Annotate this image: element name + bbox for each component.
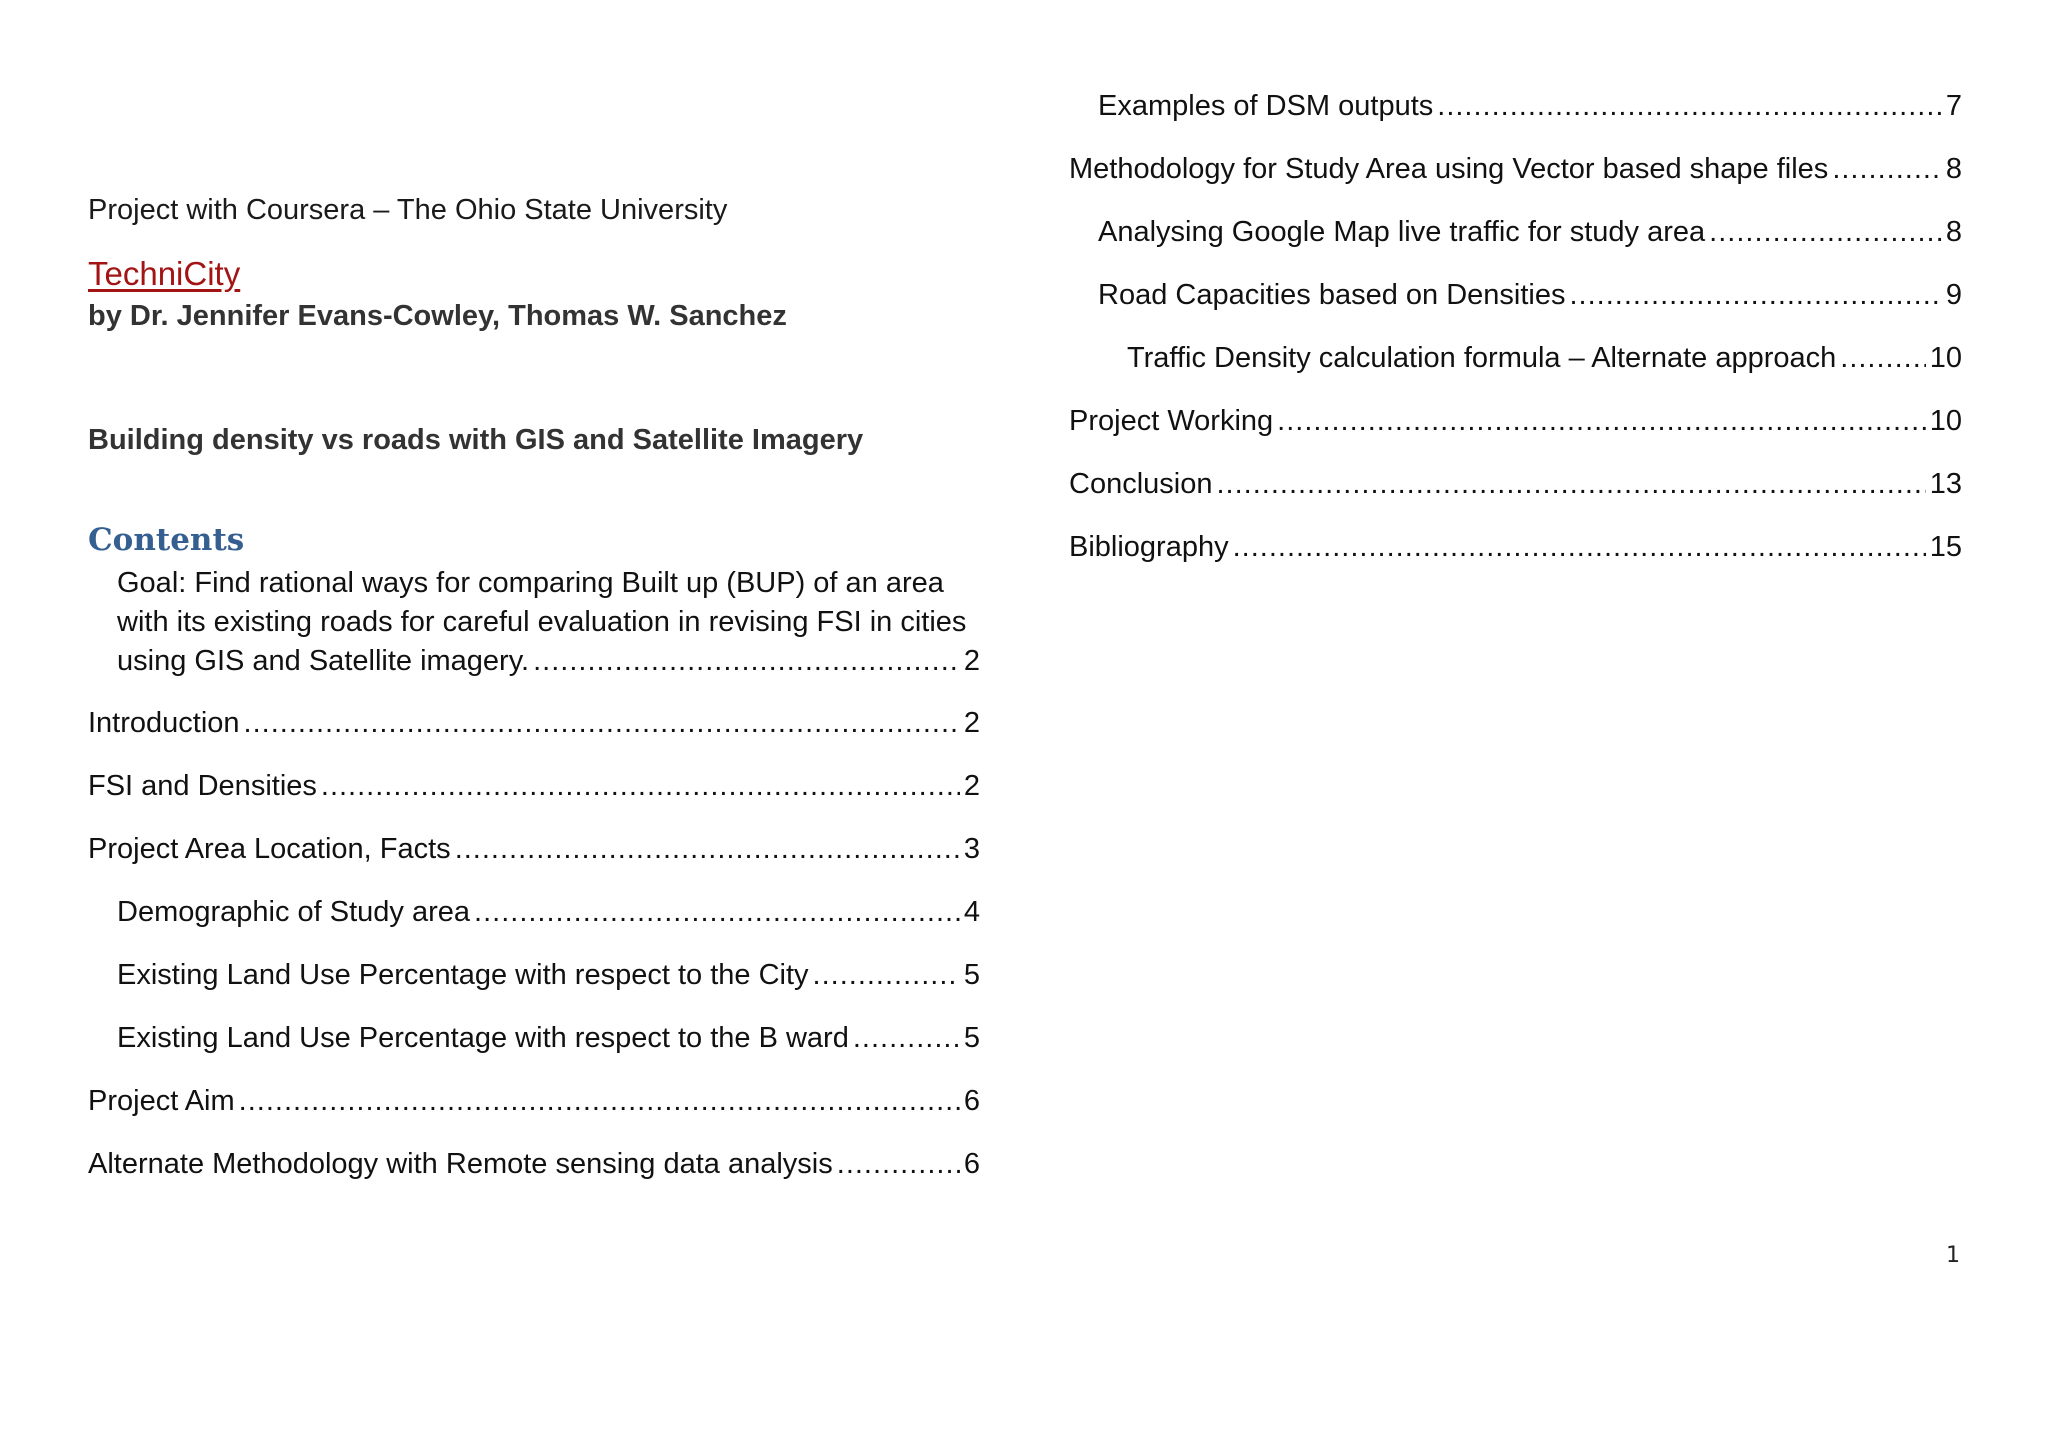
toc-entry-page: 10 xyxy=(1929,405,1962,437)
course-title-link[interactable]: TechniCity xyxy=(88,255,241,292)
toc-dot-leader xyxy=(533,643,960,679)
contents-heading: Contents xyxy=(88,522,245,558)
toc-entry-traffic-density-formula[interactable] xyxy=(1127,340,1962,376)
toc-dot-leader xyxy=(1233,529,1926,565)
toc-entry-label: Bibliography xyxy=(1069,531,1229,563)
project-affiliation-line: Project with Coursera – The Ohio State University xyxy=(88,194,728,226)
toc-entry-page: 2 xyxy=(963,707,980,739)
toc-goal-line-1[interactable]: Goal: Find rational ways for comparing Built up (BUP) of an area xyxy=(117,567,944,599)
document-title: Building density vs roads with GIS and Satellite Imagery xyxy=(88,424,864,456)
toc-entry-page: 10 xyxy=(1929,342,1962,374)
toc-dot-leader xyxy=(474,894,960,930)
toc-dot-leader xyxy=(1437,88,1942,124)
toc-goal-line-2[interactable]: with its existing roads for careful evaluation in revising FSI in cities xyxy=(117,606,967,638)
toc-entry-label: Existing Land Use Percentage with respect to the B ward xyxy=(117,1022,849,1054)
toc-entry-page: 6 xyxy=(963,1148,980,1180)
toc-entry-dsm-outputs[interactable] xyxy=(1098,88,1962,124)
toc-entry-project-working[interactable] xyxy=(1069,403,1962,439)
toc-entry-page: 8 xyxy=(1945,216,1962,248)
page-number: 1 xyxy=(1946,1243,1960,1268)
toc-entry-project-aim[interactable] xyxy=(88,1083,980,1119)
toc-entry-page: 2 xyxy=(963,645,980,677)
toc-entry-page: 15 xyxy=(1929,531,1962,563)
toc-entry-demographic[interactable] xyxy=(117,894,980,930)
toc-entry-page: 4 xyxy=(963,896,980,928)
toc-dot-leader xyxy=(455,831,960,867)
toc-entry-fsi-densities[interactable] xyxy=(88,768,980,804)
toc-entry-page: 9 xyxy=(1945,279,1962,311)
toc-entry-page: 3 xyxy=(963,833,980,865)
toc-entry-project-area[interactable] xyxy=(88,831,980,867)
toc-entry-page: 5 xyxy=(963,959,980,991)
toc-entry-label: Existing Land Use Percentage with respect to the City xyxy=(117,959,809,991)
toc-dot-leader xyxy=(321,768,960,804)
authors-line: by Dr. Jennifer Evans-Cowley, Thomas W. Sanchez xyxy=(88,300,787,332)
toc-entry-label: Traffic Density calculation formula – Alternate approach xyxy=(1127,342,1837,374)
toc-entry-page: 2 xyxy=(963,770,980,802)
toc-entry-label: Introduction xyxy=(88,707,240,739)
toc-entry-land-use-city[interactable] xyxy=(117,957,980,993)
toc-entry-label: Project Working xyxy=(1069,405,1274,437)
toc-entry-page: 8 xyxy=(1945,153,1962,185)
toc-entry-land-use-b-ward[interactable] xyxy=(117,1020,980,1056)
toc-entry-label: Project Area Location, Facts xyxy=(88,833,451,865)
toc-entry-label: Examples of DSM outputs xyxy=(1098,90,1434,122)
toc-entry-label: Project Aim xyxy=(88,1085,235,1117)
toc-dot-leader xyxy=(813,957,960,993)
toc-dot-leader xyxy=(837,1146,960,1182)
toc-entry-goal[interactable] xyxy=(117,643,980,679)
toc-entry-bibliography[interactable] xyxy=(1069,529,1962,565)
toc-dot-leader xyxy=(1832,151,1942,187)
toc-entry-label: Analysing Google Map live traffic for study area xyxy=(1098,216,1706,248)
toc-entry-label: FSI and Densities xyxy=(88,770,317,802)
toc-dot-leader xyxy=(1570,277,1942,313)
toc-entry-introduction[interactable] xyxy=(88,705,980,741)
toc-entry-road-capacities[interactable] xyxy=(1098,277,1962,313)
toc-entry-vector-methodology[interactable] xyxy=(1069,151,1962,187)
toc-entry-page: 13 xyxy=(1929,468,1962,500)
toc-entry-label: Road Capacities based on Densities xyxy=(1098,279,1566,311)
toc-entry-label: Alternate Methodology with Remote sensing data analysis xyxy=(88,1148,833,1180)
toc-entry-label: Methodology for Study Area using Vector based shape files xyxy=(1069,153,1829,185)
toc-dot-leader xyxy=(1277,403,1926,439)
toc-entry-label: using GIS and Satellite imagery. xyxy=(117,645,530,677)
toc-dot-leader xyxy=(1840,340,1925,376)
toc-entry-page: 7 xyxy=(1945,90,1962,122)
toc-dot-leader xyxy=(1216,466,1925,502)
toc-entry-alternate-methodology[interactable] xyxy=(88,1146,980,1182)
toc-entry-page: 5 xyxy=(963,1022,980,1054)
toc-dot-leader xyxy=(853,1020,960,1056)
toc-entry-conclusion[interactable] xyxy=(1069,466,1962,502)
toc-entry-label: Demographic of Study area xyxy=(117,896,471,928)
toc-dot-leader xyxy=(244,705,960,741)
toc-entry-label: Conclusion xyxy=(1069,468,1213,500)
toc-entry-google-map-traffic[interactable] xyxy=(1098,214,1962,250)
toc-entry-page: 6 xyxy=(963,1085,980,1117)
toc-dot-leader xyxy=(1709,214,1942,250)
toc-dot-leader xyxy=(239,1083,960,1119)
